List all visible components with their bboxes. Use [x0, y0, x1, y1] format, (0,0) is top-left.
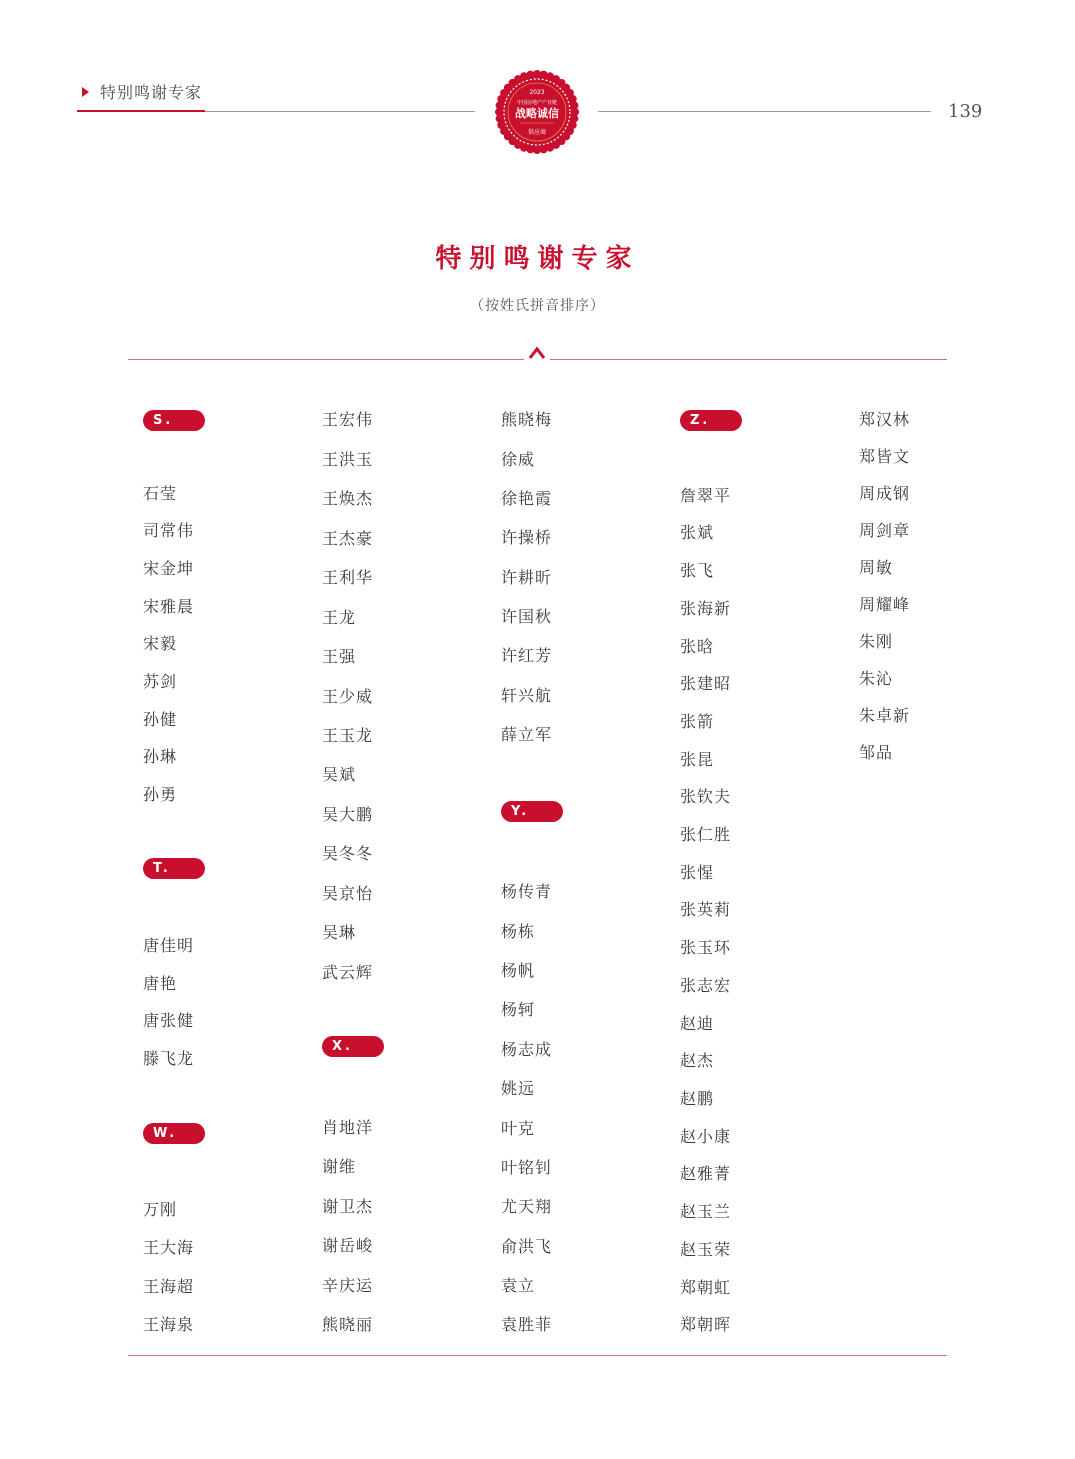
expert-name: 吴京怡 — [322, 884, 374, 903]
expert-name: 张仁胜 — [680, 825, 732, 844]
expert-name: 张玉环 — [680, 938, 732, 957]
expert-name: 赵玉兰 — [680, 1202, 732, 1221]
letter-badge: T. — [143, 858, 205, 879]
page-title: 特别鸣谢专家 — [435, 244, 640, 274]
separator-right — [550, 359, 947, 360]
expert-name: 邹品 — [859, 743, 894, 762]
expert-name: 赵鹏 — [680, 1089, 715, 1108]
expert-name: 朱刚 — [859, 632, 894, 651]
expert-name: 王宏伟 — [322, 410, 374, 429]
expert-name: 万刚 — [143, 1200, 178, 1219]
expert-name: 王杰豪 — [322, 529, 374, 548]
expert-name: 唐张健 — [143, 1011, 195, 1030]
expert-name: 张钦夫 — [680, 787, 732, 806]
letter-badge: Y. — [501, 801, 563, 822]
expert-name: 宋雅晨 — [143, 597, 195, 616]
bottom-rule — [128, 1355, 947, 1356]
expert-name: 谢维 — [322, 1157, 357, 1176]
expert-name: 袁胜菲 — [501, 1315, 553, 1334]
expert-name: 王龙 — [322, 608, 357, 627]
expert-name: 司常伟 — [143, 521, 195, 540]
expert-name: 赵玉荣 — [680, 1240, 732, 1259]
expert-name: 赵杰 — [680, 1051, 715, 1070]
expert-name: 谢卫杰 — [322, 1197, 374, 1216]
expert-name: 滕飞龙 — [143, 1049, 195, 1068]
expert-name: 张惺 — [680, 863, 715, 882]
expert-name: 郑汉林 — [859, 410, 911, 429]
expert-name: 王强 — [322, 647, 357, 666]
expert-name: 王焕杰 — [322, 489, 374, 508]
expert-name: 赵雅菁 — [680, 1164, 732, 1183]
expert-name: 周剑章 — [859, 521, 911, 540]
chevron-up-icon — [527, 346, 547, 360]
seal-top-text: 中国房地产产业链 — [516, 100, 558, 106]
expert-name: 袁立 — [501, 1276, 536, 1295]
expert-name: 熊晓梅 — [501, 410, 553, 429]
expert-name: 张海新 — [680, 599, 732, 618]
expert-name: 张箭 — [680, 712, 715, 731]
page-number: 139 — [948, 101, 983, 122]
award-seal — [494, 69, 580, 155]
expert-name: 王少威 — [322, 687, 374, 706]
expert-name: 朱卓新 — [859, 706, 911, 725]
seal-year: 2023 — [529, 89, 545, 96]
expert-name: 徐艳霞 — [501, 489, 553, 508]
letter-badge: W. — [143, 1123, 205, 1144]
expert-name: 唐艳 — [143, 974, 178, 993]
expert-name: 石莹 — [143, 484, 178, 503]
seal-bottom-text: 供应商 — [527, 129, 547, 136]
expert-name: 尤天翔 — [501, 1197, 553, 1216]
expert-name: 许耕昕 — [501, 568, 553, 587]
expert-name: 郑朝晖 — [680, 1315, 732, 1334]
expert-name: 王利华 — [322, 568, 374, 587]
expert-name: 张晗 — [680, 637, 715, 656]
expert-name: 孙勇 — [143, 785, 178, 804]
expert-name: 王海超 — [143, 1277, 195, 1296]
expert-name: 孙琳 — [143, 747, 178, 766]
expert-name: 王玉龙 — [322, 726, 374, 745]
letter-badge: X. — [322, 1036, 384, 1057]
expert-name: 熊晓丽 — [322, 1315, 374, 1334]
expert-name: 姚远 — [501, 1079, 536, 1098]
expert-name: 赵小康 — [680, 1127, 732, 1146]
expert-name: 苏剑 — [143, 672, 178, 691]
letter-badge: Z. — [680, 410, 742, 431]
expert-name: 许红芳 — [501, 646, 553, 665]
expert-name: 王海泉 — [143, 1315, 195, 1334]
expert-name: 杨帆 — [501, 961, 536, 980]
expert-name: 谢岳峻 — [322, 1236, 374, 1255]
expert-name: 宋金坤 — [143, 559, 195, 578]
seal-main-text: 战略诚信 — [515, 107, 559, 120]
expert-name: 叶克 — [501, 1119, 536, 1138]
header-rule-accent — [77, 110, 205, 112]
expert-name: 詹翠平 — [680, 486, 732, 505]
expert-name: 肖地洋 — [322, 1118, 374, 1137]
expert-name: 张建昭 — [680, 674, 732, 693]
expert-name: 周耀峰 — [859, 595, 911, 614]
expert-name: 张英莉 — [680, 900, 732, 919]
expert-name: 杨志成 — [501, 1040, 553, 1059]
expert-name: 吴琳 — [322, 923, 357, 942]
expert-name: 宋毅 — [143, 634, 178, 653]
expert-name: 周敏 — [859, 558, 894, 577]
expert-name: 杨栋 — [501, 922, 536, 941]
expert-name: 张昆 — [680, 750, 715, 769]
expert-name: 吴斌 — [322, 765, 357, 784]
expert-name: 王洪玉 — [322, 450, 374, 469]
expert-name: 王大海 — [143, 1238, 195, 1257]
expert-name: 唐佳明 — [143, 936, 195, 955]
expert-name: 孙健 — [143, 710, 178, 729]
expert-name: 辛庆运 — [322, 1276, 374, 1295]
expert-name: 郑朝虹 — [680, 1278, 732, 1297]
separator-left — [128, 359, 524, 360]
expert-name: 轩兴航 — [501, 686, 553, 705]
expert-name: 吴大鹏 — [322, 805, 374, 824]
page-subtitle: （按姓氏拼音排序） — [470, 298, 605, 314]
expert-name: 许国秋 — [501, 607, 553, 626]
triangle-marker-icon — [82, 87, 89, 97]
expert-name: 叶铭钊 — [501, 1158, 553, 1177]
expert-name: 张志宏 — [680, 976, 732, 995]
section-tag — [82, 80, 202, 103]
expert-name: 武云辉 — [322, 963, 374, 982]
expert-name: 徐威 — [501, 450, 536, 469]
expert-name: 赵迪 — [680, 1014, 715, 1033]
letter-badge: S. — [143, 410, 205, 431]
expert-name: 许操桥 — [501, 528, 553, 547]
section-label: 特别鸣谢专家 — [100, 83, 203, 102]
expert-name: 张飞 — [680, 561, 715, 580]
expert-name: 杨轲 — [501, 1000, 536, 1019]
expert-name: 张斌 — [680, 523, 715, 542]
expert-name: 杨传青 — [501, 882, 553, 901]
expert-name: 俞洪飞 — [501, 1237, 553, 1256]
expert-name: 薛立军 — [501, 725, 553, 744]
expert-name: 吴冬冬 — [322, 844, 374, 863]
header-rule-right — [598, 111, 931, 112]
expert-name: 朱沁 — [859, 669, 894, 688]
expert-name: 周成钢 — [859, 484, 911, 503]
expert-name: 郑皆文 — [859, 447, 911, 466]
